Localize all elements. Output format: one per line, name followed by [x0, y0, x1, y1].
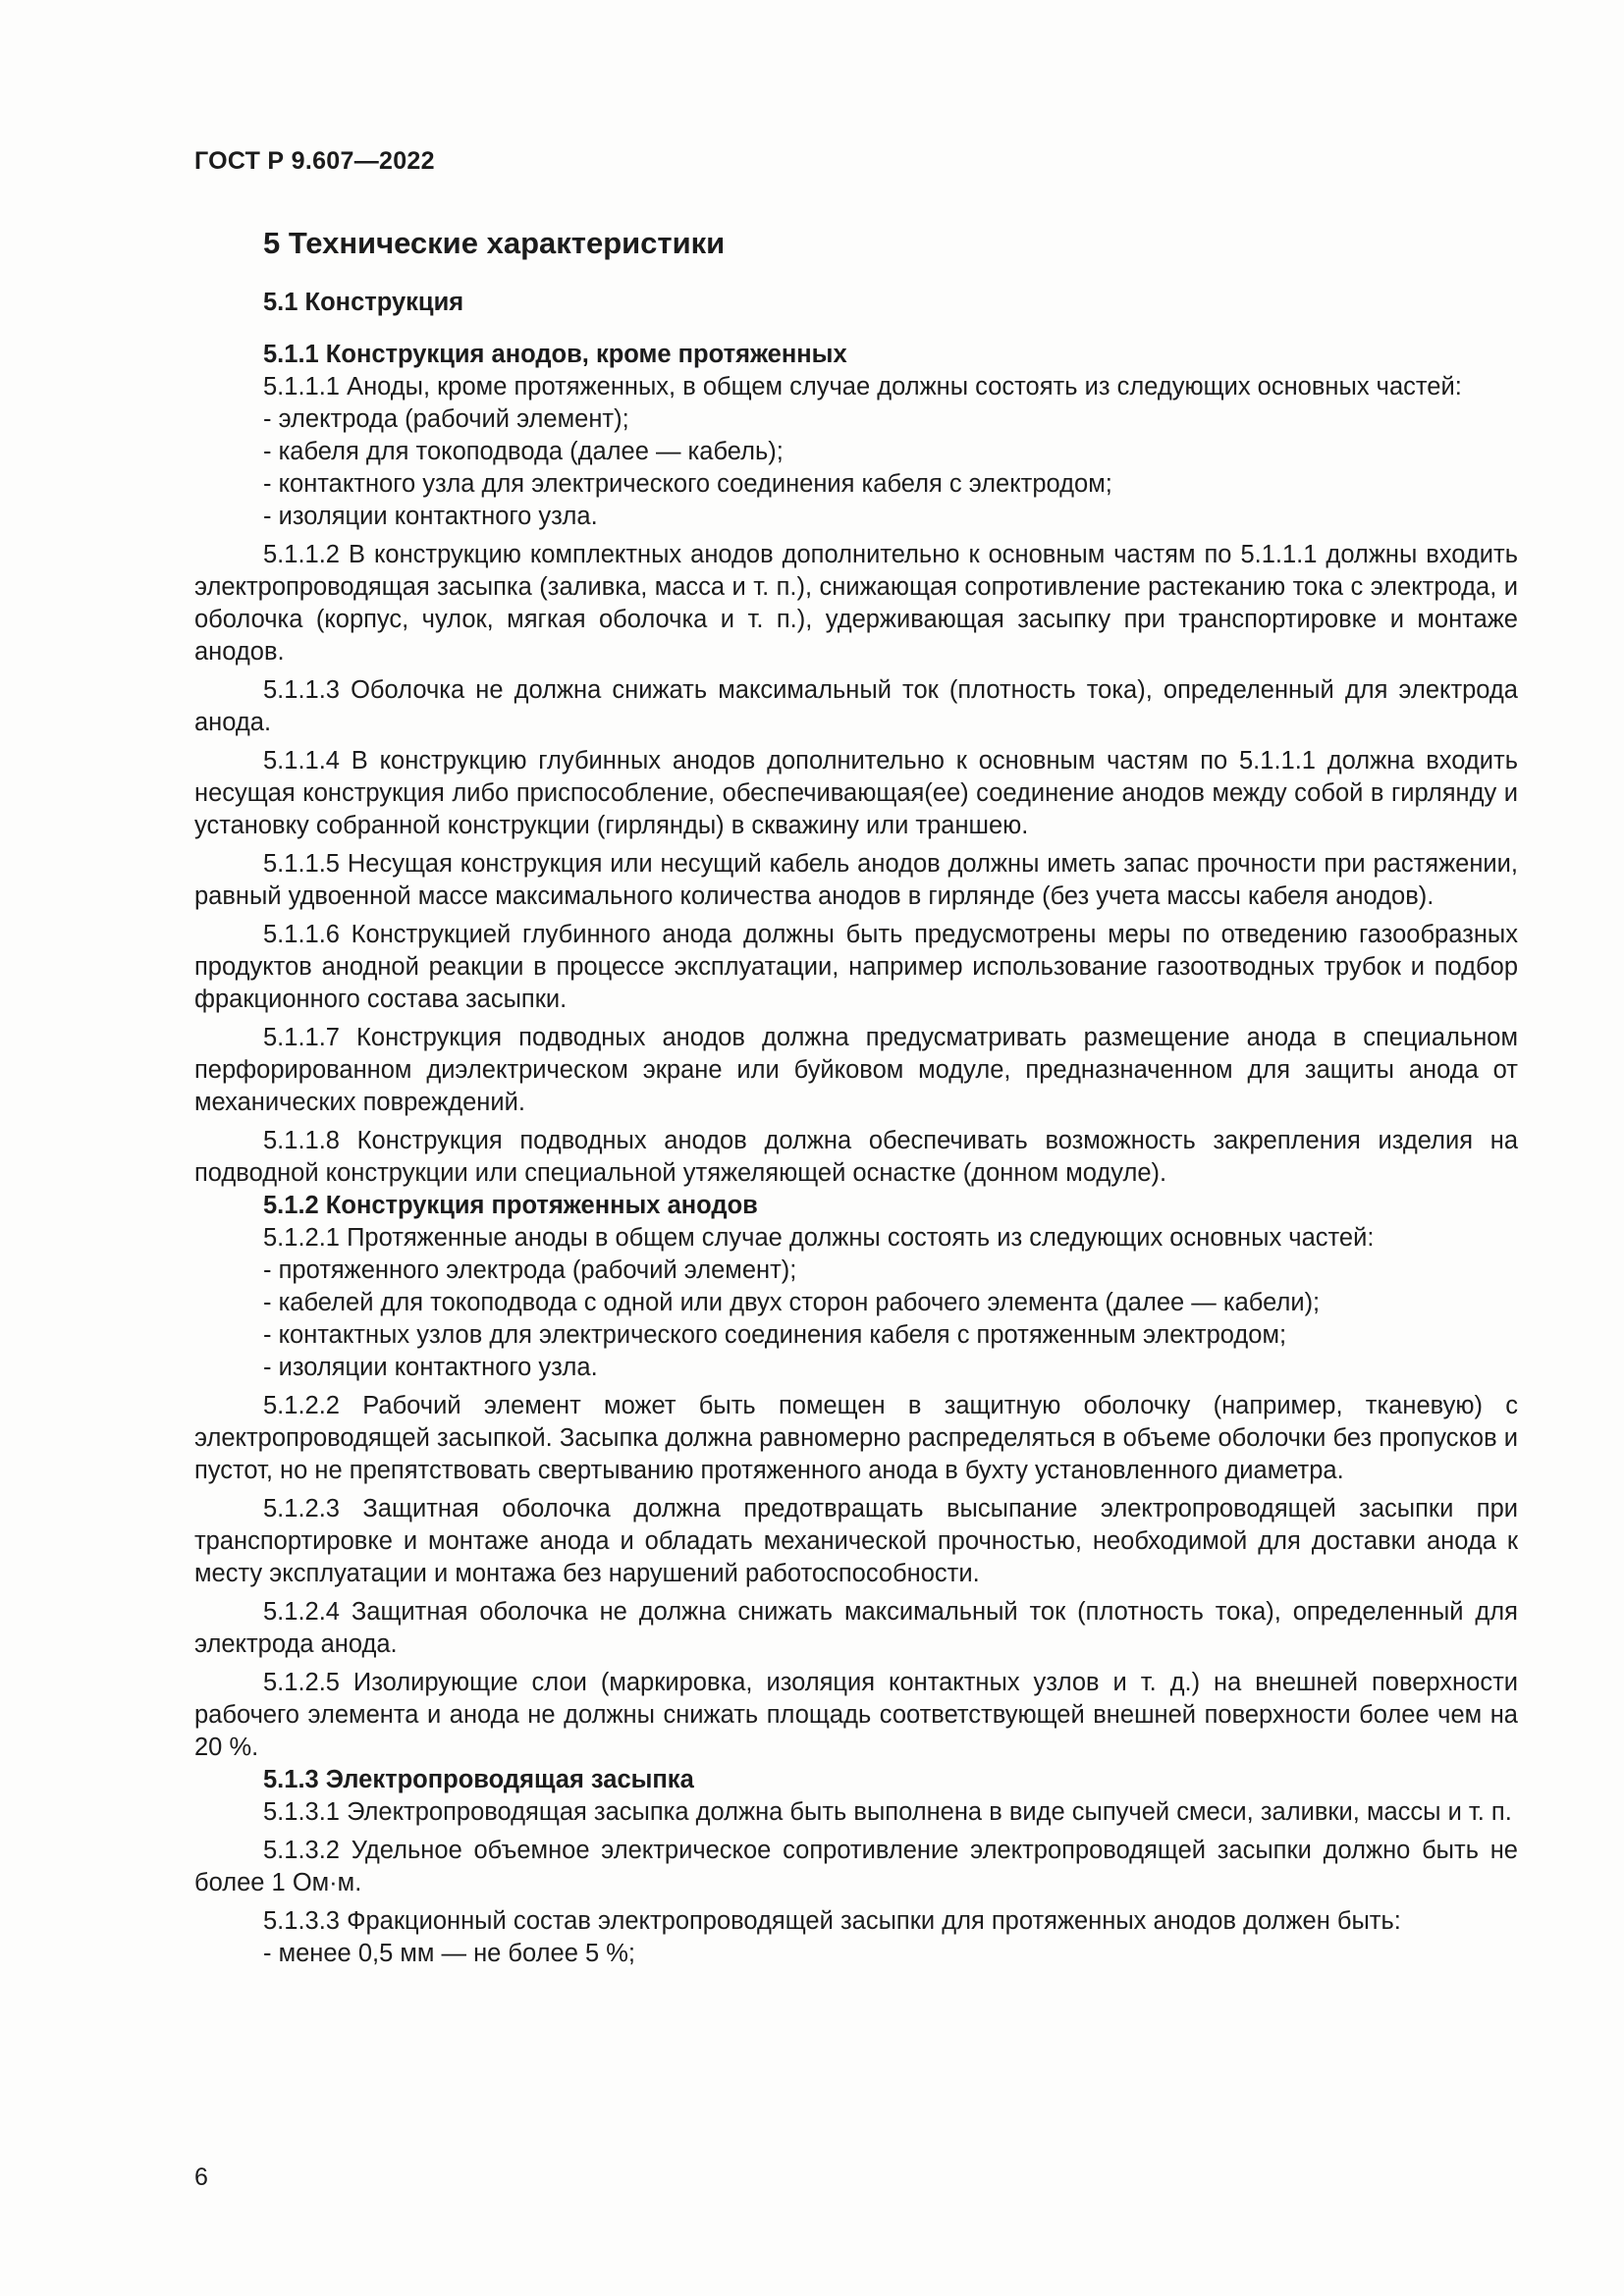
- paragraph: 5.1.1.2 В конструкцию комплектных анодов дополнительно к основным частям по 5.1.1.1 должны входить электропроводящая засыпка (заливка, масса и т. п.), снижающая сопротивление растеканию тока с электрода, и оболочка (корпус, чулок, мягкая оболочка и т. п.), удерживающая засыпку при транспортировке и монтаже анодов.: [194, 541, 1518, 666]
- subsection-heading: 5.1.2 Конструкция протяженных анодов: [263, 1192, 758, 1219]
- paragraph: 5.1.3.3 Фракционный состав электропроводящей засыпки для протяженных анодов должен быть:: [263, 1907, 1401, 1935]
- paragraph: 5.1.2.3 Защитная оболочка должна предотвращать высыпание электропроводящей засыпки при транспортировке и монтаже анода и обладать механической прочностью, необходимой для доставки анода к месту эксплуатации и монтажа без нарушений работоспособности.: [194, 1495, 1518, 1587]
- section-title: 5 Технические характеристики: [263, 226, 726, 260]
- subsection-heading: 5.1 Конструкция: [263, 289, 464, 316]
- list-item: - кабеля для токоподвода (далее — кабель);: [263, 438, 784, 465]
- subsection-heading: 5.1.1 Конструкция анодов, кроме протяженных: [263, 341, 847, 368]
- subsection-heading: 5.1.3 Электропроводящая засыпка: [263, 1766, 694, 1793]
- paragraph: 5.1.1.3 Оболочка не должна снижать максимальный ток (плотность тока), определенный для электрода анода.: [194, 676, 1518, 736]
- paragraph: 5.1.1.8 Конструкция подводных анодов должна обеспечивать возможность закрепления изделия на подводной конструкции или специальной утяжеляющей оснастке (донном модуле).: [194, 1127, 1518, 1187]
- paragraph: 5.1.2.5 Изолирующие слои (маркировка, изоляция контактных узлов и т. д.) на внешней поверхности рабочего элемента и анода не должны снижать площадь соответствующей внешней поверхности более чем на 20 %.: [194, 1669, 1518, 1761]
- paragraph: 5.1.1.7 Конструкция подводных анодов должна предусматривать размещение анода в специальном перфорированном диэлектрическом экране или буйковом модуле, предназначенном для защиты анода от механических повреждений.: [194, 1024, 1518, 1116]
- paragraph: 5.1.1.6 Конструкцией глубинного анода должны быть предусмотрены меры по отведению газообразных продуктов анодной реакции в процессе эксплуатации, например использование газоотводных трубок и подбор фракционного состава засыпки.: [194, 921, 1518, 1013]
- running-header: ГОСТ Р 9.607—2022: [194, 147, 435, 175]
- paragraph: 5.1.3.1 Электропроводящая засыпка должна быть выполнена в виде сыпучей смеси, заливки, массы и т. п.: [263, 1798, 1512, 1826]
- list-item: - изоляции контактного узла.: [263, 1354, 598, 1381]
- list-item: - кабелей для токоподвода с одной или двух сторон рабочего элемента (далее — кабели);: [263, 1289, 1321, 1316]
- list-item: - менее 0,5 мм — не более 5 %;: [263, 1940, 636, 1967]
- paragraph: 5.1.3.2 Удельное объемное электрическое сопротивление электропроводящей засыпки должно быть не более 1 Ом·м.: [194, 1837, 1518, 1896]
- list-item: - контактного узла для электрического соединения кабеля с электродом;: [263, 470, 1112, 498]
- paragraph: 5.1.2.4 Защитная оболочка не должна снижать максимальный ток (плотность тока), определенный для электрода анода.: [194, 1598, 1518, 1658]
- list-item: - изоляции контактного узла.: [263, 503, 598, 530]
- paragraph: 5.1.1.5 Несущая конструкция или несущий кабель анодов должны иметь запас прочности при растяжении, равный удвоенной массе максимального количества анодов в гирлянде (без учета массы кабеля анодов).: [194, 850, 1518, 910]
- paragraph: 5.1.1.4 В конструкцию глубинных анодов дополнительно к основным частям по 5.1.1.1 должна входить несущая конструкция либо приспособление, обеспечивающая(ее) соединение анодов между собой в гирлянду и установку собранной конструкции (гирлянды) в скважину или траншею.: [194, 747, 1518, 839]
- list-item: - протяженного электрода (рабочий элемент);: [263, 1256, 797, 1284]
- paragraph: 5.1.2.1 Протяженные аноды в общем случае должны состоять из следующих основных частей:: [263, 1224, 1375, 1252]
- paragraph: 5.1.1.1 Аноды, кроме протяженных, в общем случае должны состоять из следующих основных частей:: [263, 373, 1462, 400]
- document-body: [194, 287, 1518, 1970]
- list-item: - электрода (рабочий элемент);: [263, 405, 629, 433]
- paragraph: 5.1.2.2 Рабочий элемент может быть помещен в защитную оболочку (например, тканевую) с электропроводящей засыпкой. Засыпка должна равномерно распределяться в объеме оболочки без пропусков и пустот, но не препятствовать свертыванию протяженного анода в бухту установленного диаметра.: [194, 1392, 1518, 1484]
- list-item: - контактных узлов для электрического соединения кабеля с протяженным электродом;: [263, 1321, 1287, 1349]
- page-number: 6: [194, 2163, 208, 2191]
